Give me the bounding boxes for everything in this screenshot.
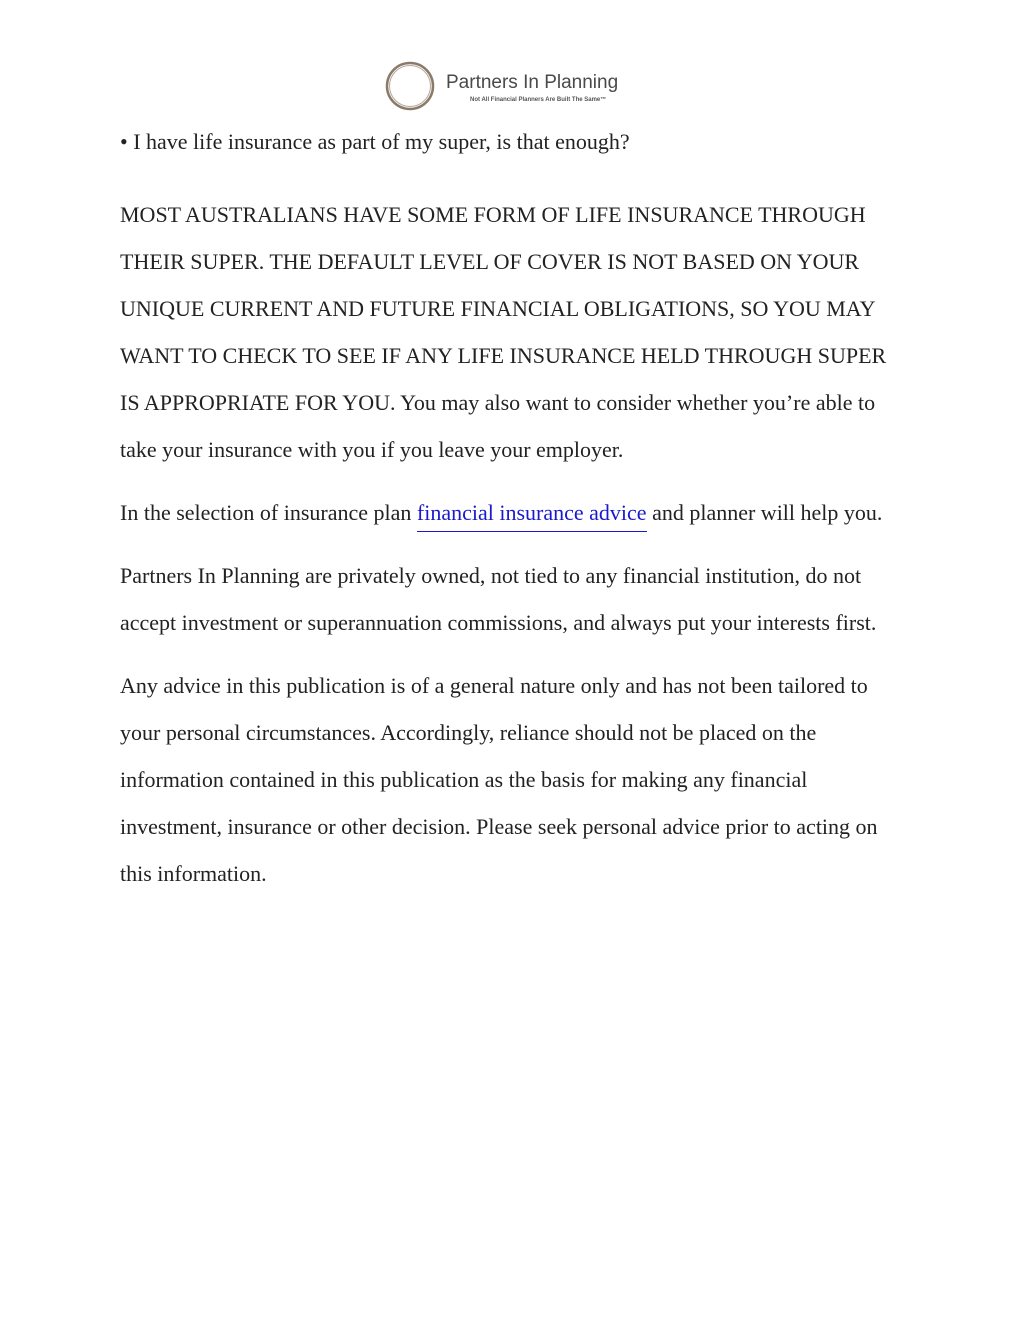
paragraph-life-insurance — [120, 191, 900, 473]
company-logo — [384, 60, 644, 120]
after-link-text: and planner will help you. — [646, 500, 883, 525]
logo-tagline: Not All Financial Planners Are Built The Same™ — [470, 97, 607, 103]
caps-text: MOST AUSTRALIANS HAVE SOME FORM OF LIFE INSURANCE THROUGH THEIR SUPER. THE DEFAULT LEVEL OF COVER IS NOT BASED ON YOUR UNIQUE CURRENT AND FUTURE FINANCIAL OBLIGATIONS, SO YOU MAY WANT TO CHECK TO SEE IF ANY LIFE INSURANCE HELD THROUGH SUPER IS APPROPRIATE FOR YOU. — [120, 202, 887, 415]
logo-name: Partners In Planning — [446, 72, 619, 93]
rest-text: You may also want to consider whether you’re able to take your insurance with you if you leave your employer. — [120, 390, 876, 462]
paragraph-disclaimer: Any advice in this publication is of a general nature only and has not been tailored to your personal circumstances. Accordingly, reliance should not be placed on the information contained in this publication as the basis for making any financial investment, insurance or other decision. Please seek personal advice prior to acting on this information. — [120, 673, 878, 886]
paragraph-insurance-plan — [120, 489, 900, 536]
paragraph-about-company: Partners In Planning are privately owned, not tied to any financial institution, do not accept investment or superannuation commissions, and always put your interests first. — [120, 563, 877, 635]
logo-ring-icon — [384, 60, 436, 112]
question-heading: • I have life insurance as part of my super, is that enough? — [120, 129, 630, 154]
financial-insurance-advice-link[interactable]: financial insurance advice — [417, 500, 647, 532]
document-body — [120, 118, 900, 913]
before-link-text: In the selection of insurance plan — [120, 500, 417, 525]
